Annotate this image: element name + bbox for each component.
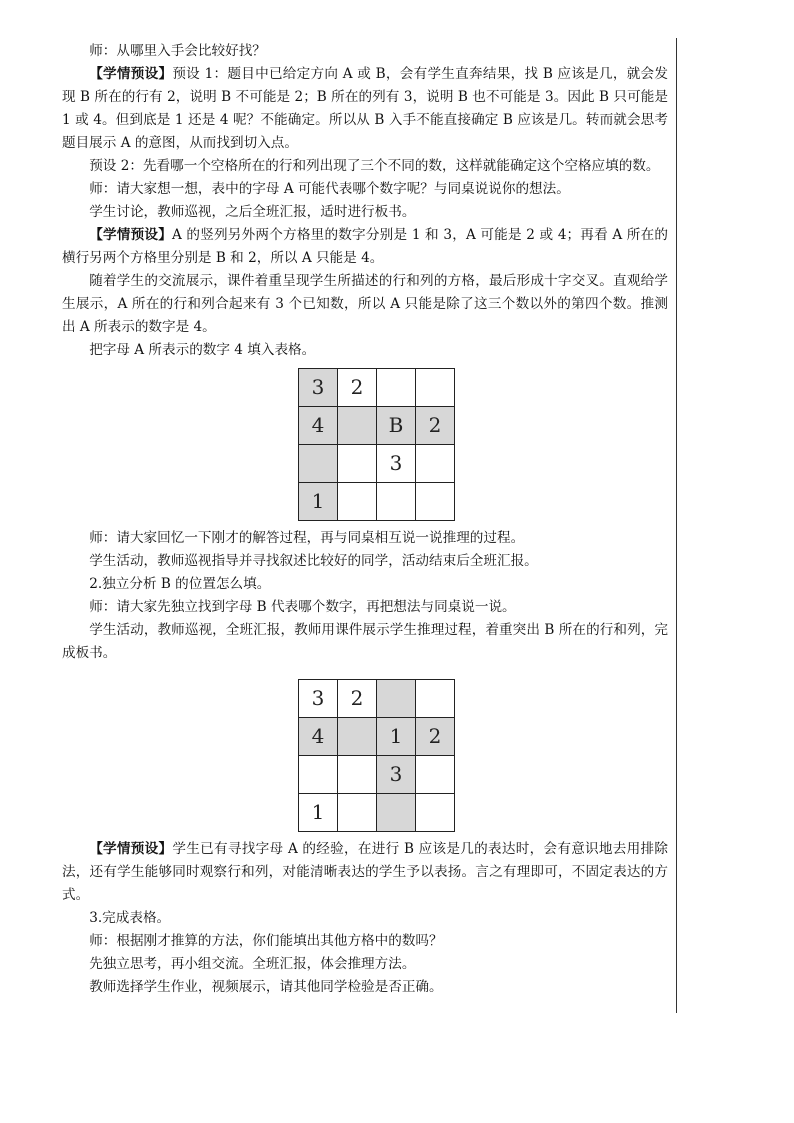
grid-cell [299, 756, 338, 794]
paragraph: 学生活动，教师巡视，全班汇报，教师用课件展示学生推理过程，着重突出 B 所在的行和列，完成板书。 [62, 622, 668, 661]
paragraph: 2.独立分析 B 的位置怎么填。 [89, 576, 271, 592]
preset-tag: 【学情预设】 [89, 841, 173, 857]
grid-cell: 4 [299, 407, 338, 445]
grid-cell [338, 794, 377, 832]
grid-cell [377, 794, 416, 832]
grid-cell [377, 483, 416, 521]
grid-cell [416, 483, 455, 521]
sudoku-grid-2 [298, 679, 456, 832]
grid-cell [299, 445, 338, 483]
grid-cell: 2 [338, 680, 377, 718]
document-body [62, 40, 668, 999]
grid-cell: 3 [299, 369, 338, 407]
grid-cell: 3 [377, 756, 416, 794]
paragraph: 师：从哪里入手会比较好找？ [89, 43, 266, 59]
paragraph: 把字母 A 所表示的数字 4 填入表格。 [89, 342, 316, 358]
grid-cell: 1 [377, 718, 416, 756]
grid-cell [416, 445, 455, 483]
grid-cell: 3 [299, 680, 338, 718]
paragraph: 师：请大家先独立找到字母 B 代表哪个数字，再把想法与同桌说一说。 [89, 599, 516, 615]
paragraph: 教师选择学生作业，视频展示，请其他同学检验是否正确。 [89, 979, 443, 995]
preset-tag: 【学情预设】 [89, 66, 173, 82]
grid-cell: 1 [299, 794, 338, 832]
grid-cell [416, 369, 455, 407]
grid-cell [377, 680, 416, 718]
grid-cell [338, 407, 377, 445]
paragraph: 学生讨论，教师巡视，之后全班汇报，适时进行板书。 [89, 204, 416, 220]
grid-cell: 2 [416, 407, 455, 445]
sudoku-grid-1 [298, 368, 456, 521]
grid-cell: 1 [299, 483, 338, 521]
grid-cell: 4 [299, 718, 338, 756]
grid-cell: 2 [338, 369, 377, 407]
paragraph: 【学情预设】A 的竖列另外两个方格里的数字分别是 1 和 3，A 可能是 2 或 4；再看 A 所在的横行另两个方格里分别是 B 和 2，所以 A 只能是 4。 [62, 227, 668, 266]
paragraph: 预设 2：先看哪一个空格所在的行和列出现了三个不同的数，这样就能确定这个空格应填的数。 [89, 158, 660, 174]
grid-cell [416, 756, 455, 794]
right-margin-line [676, 38, 677, 1013]
grid-cell [338, 445, 377, 483]
paragraph: 【学情预设】学生已有寻找字母 A 的经验，在进行 B 应该是几的表达时，会有意识地去用排除法，还有学生能够同时观察行和列，对能清晰表达的学生予以表扬。言之有理即可，不固定表达的方式。 [62, 841, 668, 903]
paragraph: 师：请大家想一想，表中的字母 A 可能代表哪个数字呢？与同桌说说你的想法。 [89, 181, 570, 197]
paragraph: 师：请大家回忆一下刚才的解答过程，再与同桌相互说一说推理的过程。 [89, 530, 525, 546]
grid-cell: B [377, 407, 416, 445]
grid-cell [338, 483, 377, 521]
grid-cell: 3 [377, 445, 416, 483]
preset-tag: 【学情预设】 [89, 227, 173, 243]
paragraph: 3.完成表格。 [89, 910, 171, 926]
grid-cell [338, 718, 377, 756]
paragraph: 师：根据刚才推算的方法，你们能填出其他方格中的数吗？ [89, 933, 443, 949]
grid-cell [377, 369, 416, 407]
paragraph: 先独立思考，再小组交流。全班汇报，体会推理方法。 [89, 956, 416, 972]
paragraph: 随着学生的交流展示，课件着重呈现学生所描述的行和列的方格，最后形成十字交叉。直观给学生展示，A 所在的行和列合起来有 3 个已知数，所以 A 只能是除了这三个数以外的第四个数。推测出 A 所表示的数字是 4。 [62, 273, 668, 335]
grid-cell: 2 [416, 718, 455, 756]
grid-cell [416, 794, 455, 832]
paragraph: 学生活动，教师巡视指导并寻找叙述比较好的同学，活动结束后全班汇报。 [89, 553, 538, 569]
paragraph: 【学情预设】预设 1：题目中已给定方向 A 或 B，会有学生直奔结果，找 B 应该是几，就会发现 B 所在的行有 2，说明 B 不可能是 2；B 所在的列有 3，说明 B 也不可能是 3。因此 B 只可能是 1 或 4。但到底是 1 还是 4 呢？不能确定。所以从 B 入手不能直接确定 B 应该是几。转而就会思考题目展示 A 的意图，从而找到切入点。 [62, 66, 669, 151]
grid-cell [338, 756, 377, 794]
grid-cell [416, 680, 455, 718]
